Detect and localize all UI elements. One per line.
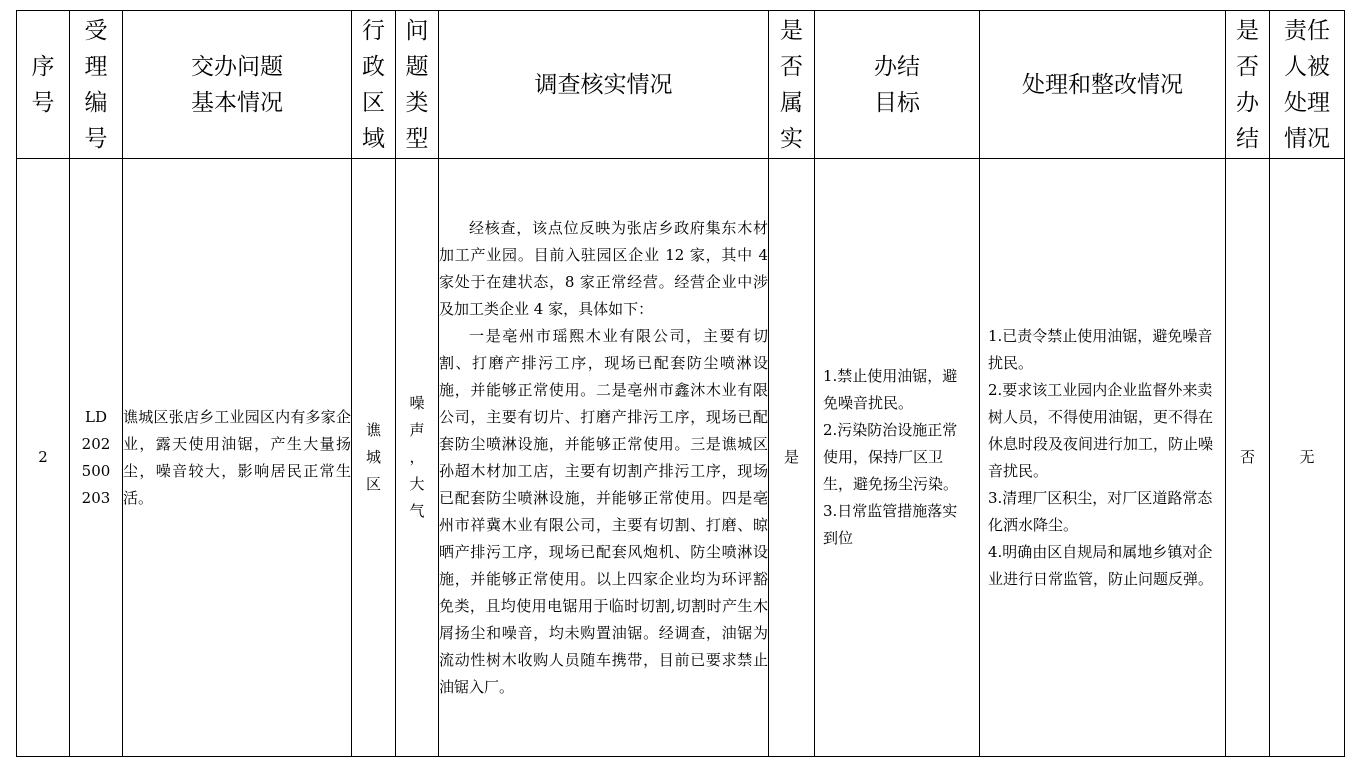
type-char: 噪 [409, 394, 425, 412]
investigation-paragraph: 一是亳州市瑶熙木业有限公司，主要有切割、打磨产排污工序，现场已配套防尘喷淋设施，并能够正常使用。二是亳州市鑫沐木业有限公司，主要有切片、打磨产排污工序，现场已配套防尘喷淋设施，并能够正常使用。三是谯城区孙超木材加工店，主要有切割产排污工序，现场已配套防尘喷淋设施，并能够正常使用。四是亳州市祥冀木业有限公司，主要有切割、打磨、晾晒产排污工序，现场已配套风炮机、防尘喷淋设施，并能够正常使用。以上四家企业均为环评豁免类，且均使用电锯用于临时切割,切割时产生木屑扬尘和噪音，均未购置油锯。经调查，油锯为流动性树木收购人员随车携带，目前已要求禁止油锯入厂。 [439, 326, 768, 696]
header-char: 是 [1236, 17, 1259, 44]
accept-no-part: LD [85, 407, 107, 426]
header-char: 编 [84, 89, 108, 116]
cell-investigation [439, 159, 769, 757]
handling-item: 3.清理厂区积尘，对厂区道路常态化洒水降尘。 [988, 488, 1213, 534]
cell-goal [815, 159, 980, 757]
accept-no-part: 500 [81, 461, 111, 480]
table-row [17, 159, 1345, 757]
type-char: 大 [409, 475, 425, 493]
header-goal [815, 11, 980, 159]
header-char: 题 [405, 53, 429, 80]
header-problem [123, 11, 352, 159]
header-handling: 处理和整改情况 [980, 11, 1226, 159]
header-seq [17, 11, 70, 159]
cell-district [352, 159, 396, 757]
handling-item: 1.已责令禁止使用油锯，避免噪音扰民。 [988, 326, 1213, 372]
accept-no-part: 203 [81, 488, 111, 507]
header-char: 号 [31, 89, 55, 116]
type-char: 气 [409, 502, 425, 520]
header-char: 结 [1236, 125, 1259, 152]
investigation-paragraph: 经核查，该点位反映为张店乡政府集东木材加工产业园。目前入驻园区企业 12 家，其中 4 家处于在建状态，8 家正常经营。经营企业中涉及加工类企业 4 家，具体如下： [439, 218, 768, 318]
header-is-closed [1226, 11, 1270, 159]
header-char: 理 [84, 53, 108, 80]
header-char: 属 [780, 89, 803, 116]
header-char: 域 [362, 125, 385, 152]
handling-item: 2.要求该工业园内企业监督外来卖树人员，不得使用油锯，更不得在休息时段及夜间进行加工，防止噪音扰民。 [988, 380, 1214, 480]
header-char: 受 [84, 17, 108, 44]
header-char: 类 [405, 89, 429, 116]
header-char: 行 [362, 17, 385, 44]
cell-seq: 2 [17, 159, 70, 757]
header-accept-no [70, 11, 123, 159]
goal-item: 3.日常监管措施落实到位 [823, 502, 958, 547]
header-investigation: 调查核实情况 [439, 11, 769, 159]
header-is-true [769, 11, 815, 159]
supervision-table [16, 10, 1345, 757]
header-char: 办 [1236, 89, 1259, 116]
header-char: 问 [405, 17, 429, 44]
district-char: 城 [365, 448, 381, 466]
cell-accept-no [70, 159, 123, 757]
header-char: 否 [780, 53, 803, 80]
accept-no-part: 202 [81, 434, 111, 453]
handling-item: 4.明确由区自规局和属地乡镇对企业进行日常监管，防止问题反弹。 [988, 542, 1214, 588]
header-char: 型 [405, 125, 429, 152]
cell-accountability: 无 [1270, 159, 1345, 757]
cell-is-closed: 否 [1226, 159, 1270, 757]
header-line: 人被 [1284, 53, 1330, 80]
header-line: 基本情况 [191, 89, 283, 116]
goal-item: 2.污染防治设施正常使用，保持厂区卫生，避免扬尘污染。 [823, 421, 959, 493]
header-row [17, 11, 1345, 159]
type-char: ， [409, 448, 425, 466]
header-line: 办结 [874, 53, 920, 80]
header-line: 目标 [874, 89, 920, 116]
header-line: 处理 [1284, 89, 1330, 116]
header-district [352, 11, 396, 159]
header-char: 区 [362, 89, 385, 116]
header-char: 实 [780, 125, 803, 152]
header-type [396, 11, 439, 159]
cell-is-true: 是 [769, 159, 815, 757]
header-char: 号 [84, 125, 108, 152]
district-char: 谯 [365, 421, 381, 439]
type-char: 声 [409, 421, 425, 439]
cell-problem: 谯城区张店乡工业园区内有多家企业，露天使用油锯，产生大量扬尘，噪音较大，影响居民正常生活。 [123, 159, 352, 757]
header-line: 责任 [1284, 17, 1330, 44]
header-accountability [1270, 11, 1345, 159]
district-char: 区 [365, 475, 381, 493]
header-char: 否 [1236, 53, 1259, 80]
header-line: 交办问题 [191, 53, 283, 80]
header-char: 是 [780, 17, 803, 44]
header-char: 序 [31, 53, 55, 80]
cell-type [396, 159, 439, 757]
header-char: 政 [362, 53, 385, 80]
cell-handling [980, 159, 1226, 757]
goal-item: 1.禁止使用油锯，避免噪音扰民。 [823, 367, 958, 412]
header-line: 情况 [1284, 125, 1330, 152]
